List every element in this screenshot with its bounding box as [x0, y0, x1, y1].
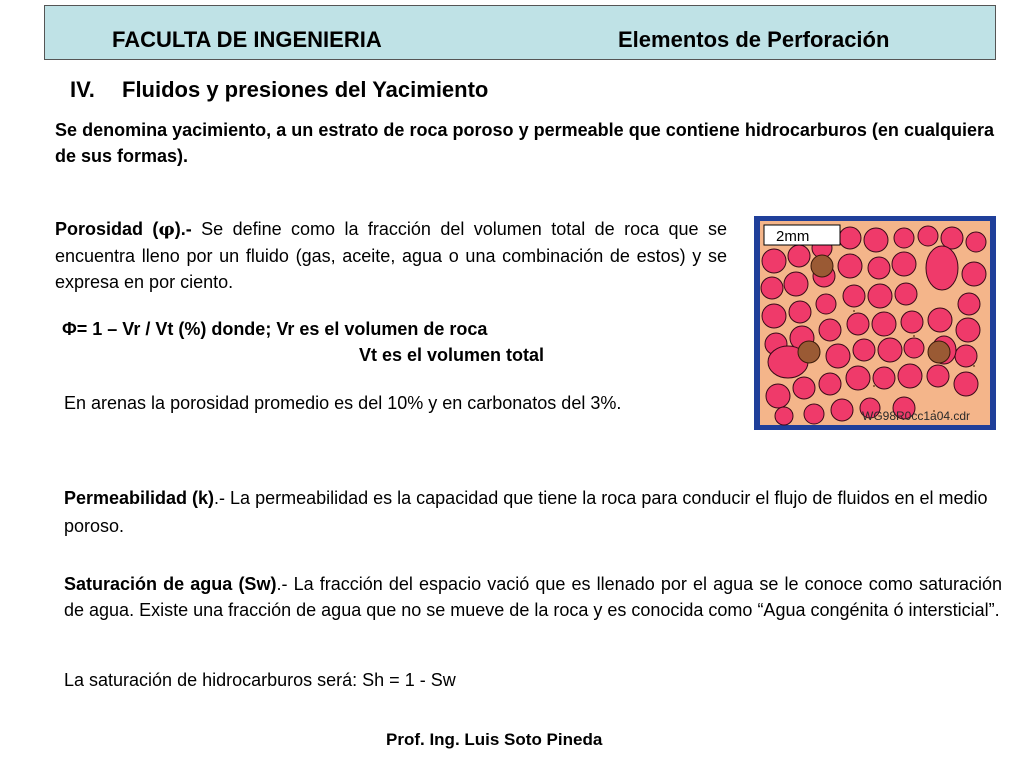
- permeability-paragraph: [64, 484, 994, 540]
- section-number: IV.: [70, 77, 95, 102]
- section-title-text: Fluidos y presiones del Yacimiento: [122, 77, 489, 102]
- section-heading: [70, 77, 488, 103]
- course-title: Elementos de Perforación: [618, 27, 890, 52]
- porosity-paragraph: [55, 216, 727, 295]
- porosity-average: En arenas la porosidad promedio es del 10% y en carbonatos del 3%.: [64, 393, 622, 413]
- hydrocarbon-saturation: La saturación de hidrocarburos será: Sh = 1 - Sw: [64, 670, 456, 690]
- saturation-term: Saturación de agua (Sw): [64, 574, 277, 594]
- scale-label: 2mm: [776, 228, 810, 245]
- faculty-title: FACULTA DE INGENIERIA: [112, 27, 382, 52]
- saturation-definition: .- La fracción del espacio vació que es llenado por el agua se le conoce como saturación de agua. Existe una fracción de agua que no se mueve de la roca y es conocida como “Agua congénita ó intersticial”.: [64, 574, 1002, 620]
- rock-pore-image: [754, 216, 996, 430]
- intro-paragraph: Se denomina yacimiento, a un estrato de roca poroso y permeable que contiene hidrocarburos (en cualquiera de sus formas).: [55, 120, 994, 166]
- permeability-term: Permeabilidad (k): [64, 488, 215, 508]
- porosity-term: Porosidad (φ).-: [55, 219, 192, 240]
- permeability-definition: .- La permeabilidad es la capacidad que tiene la roca para conducir el flujo de fluidos en el medio poroso.: [64, 488, 988, 536]
- image-watermark: WG98R0cc1a04.cdr: [862, 409, 971, 423]
- saturation-paragraph: [64, 571, 1002, 623]
- porosity-formula: Φ= 1 – Vr / Vt (%) donde; Vr es el volumen de roca: [62, 319, 488, 339]
- phi-symbol: φ: [158, 219, 175, 240]
- porosity-definition: Se define como la fracción del volumen total de roca que se encuentra lleno por un fluido (gas, aceite, agua o una combinación de estos) y se expresa en por ciento.: [55, 219, 727, 292]
- porosity-formula-vt: Vt es el volumen total: [359, 345, 545, 365]
- author-footer: Prof. Ing. Luis Soto Pineda: [386, 730, 603, 749]
